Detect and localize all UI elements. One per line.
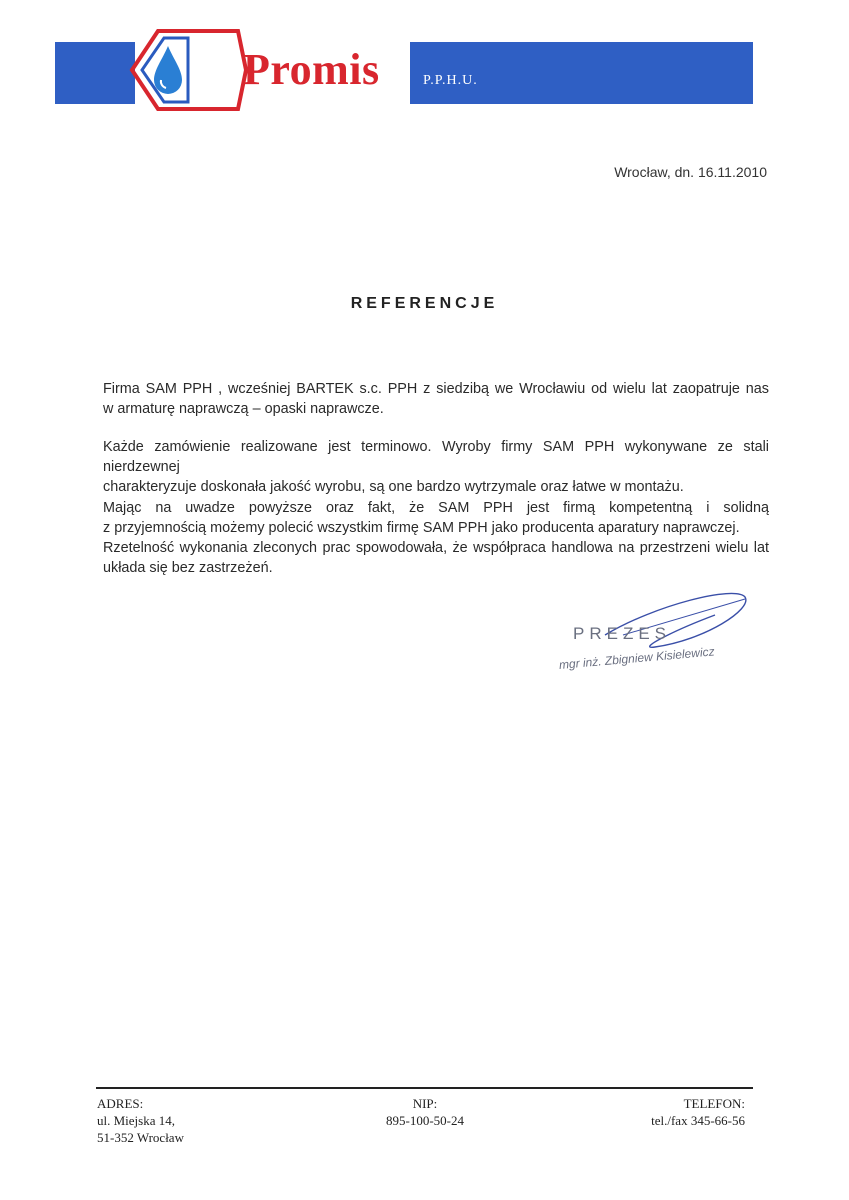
paragraph-line: Rzetelność wykonania zleconych prac spowodowała, że współpraca handlowa na przestrzeni wielu lat (103, 540, 769, 556)
address-line-1: ul. Miejska 14, (97, 1113, 175, 1128)
paragraph-line: Każde zamówienie realizowane jest terminowo. Wyroby firmy SAM PPH wykonywane ze stali nierdzewnej (103, 439, 769, 475)
nip-value: 895-100-50-24 (386, 1113, 464, 1128)
signature-title: PREZES (573, 624, 672, 643)
footer-divider (96, 1087, 753, 1089)
paragraph-line: z przyjemnością możemy polecić wszystkim firmę SAM PPH jako producenta aparatury naprawczej. (103, 520, 740, 536)
paragraph-1 (103, 379, 769, 419)
footer-phone (651, 1095, 745, 1129)
paragraph-line: w armaturę naprawczą – opaski naprawcze. (103, 401, 384, 417)
brand-name: Promis (243, 45, 380, 94)
signature-name: mgr inż. Zbigniew Kisielewicz (558, 644, 716, 672)
footer-address (97, 1095, 184, 1146)
phone-label: TELEFON: (683, 1096, 745, 1111)
paragraph-line: układa się bez zastrzeżeń. (103, 560, 273, 576)
letter-date: Wrocław, dn. 16.11.2010 (614, 164, 767, 180)
promis-logo-icon (128, 28, 248, 112)
company-type: P.P.H.U. (423, 73, 478, 88)
paragraph-2 (103, 437, 769, 497)
phone-value: tel./fax 345-66-56 (651, 1113, 745, 1128)
paragraph-3 (103, 498, 769, 578)
address-label: ADRES: (97, 1096, 144, 1111)
letter-title: REFERENCJE (350, 295, 499, 312)
nip-label: NIP: (412, 1096, 438, 1111)
paragraph-line: Mając na uwadze powyższe oraz fakt, że SAM PPH jest firmą kompetentną i solidną (103, 500, 769, 516)
paragraph-line: Firma SAM PPH , wcześniej BARTEK s.c. PPH z siedzibą we Wrocławiu od wielu lat zaopatruje nas (103, 381, 769, 397)
address-line-2: 51-352 Wrocław (97, 1130, 184, 1145)
footer-nip (380, 1095, 470, 1129)
paragraph-line: charakteryzuje doskonała jakość wyrobu, są one bardzo wytrzymale oraz łatwe w montażu. (103, 479, 684, 495)
water-drop-icon (154, 46, 182, 94)
